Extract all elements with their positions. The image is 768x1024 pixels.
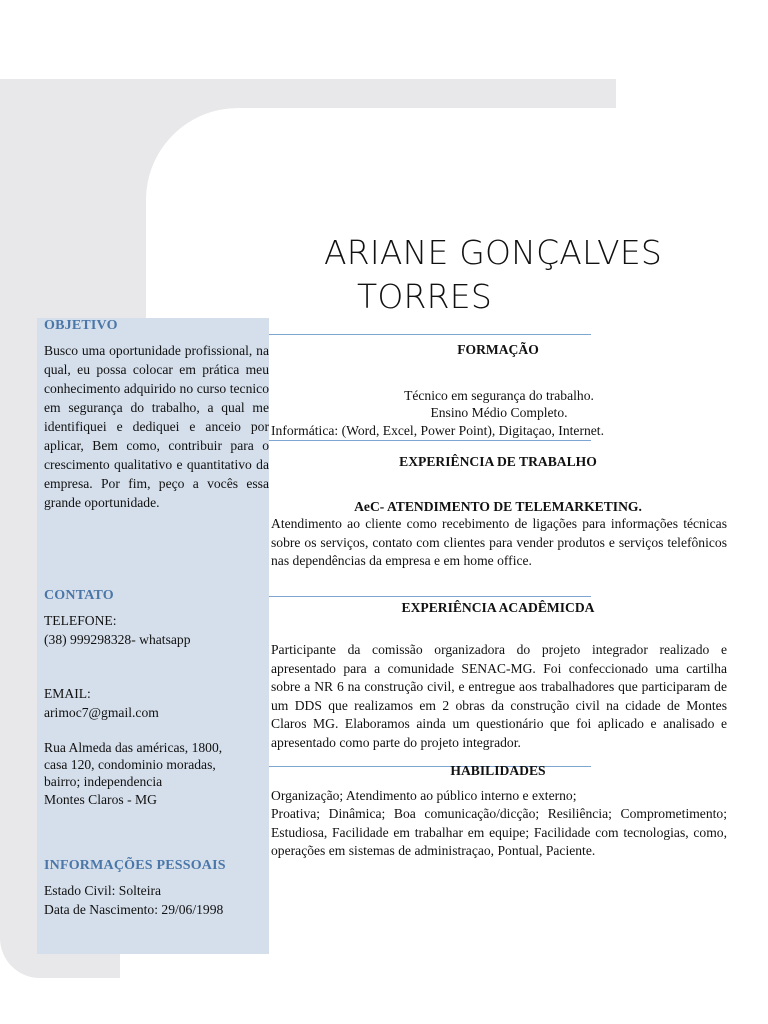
telefone-label: TELEFONE:	[44, 613, 117, 628]
background-white-strip	[120, 954, 616, 994]
name-line-2: TORRES	[357, 277, 492, 316]
experiencia-trabalho-text: Atendimento ao cliente como recebimento de ligações para informações técnicas sobre os serviços, contato com clientes para vender produtos e serviços telefônicos nas dependências da empresa e em home office.	[271, 516, 727, 568]
address-line-4: Montes Claros - MG	[44, 792, 157, 807]
estado-civil: Estado Civil: Solteira	[44, 883, 162, 898]
habilidades-heading: HABILIDADES	[450, 763, 546, 778]
address-line-3: bairro; independencia	[44, 774, 163, 789]
objetivo-text: Busco uma oportunidade profissional, na qual, eu possa colocar em prática meu conhecimento adquirido no curso tecnico em segurança do trabalho, a qual me identifiquei e dediquei e anceio por aplicar, Bem como, contribuir para o crescimento qualitativo e quantitativo da empresa. Por fim, peço a vocês essa grande oportunidade.	[44, 343, 269, 510]
address-line-1: Rua Almeda das américas, 1800,	[44, 740, 223, 755]
data-nascimento: Data de Nascimento: 29/06/1998	[44, 902, 224, 917]
divider-line	[269, 596, 591, 597]
formacao-heading: FORMAÇÃO	[457, 342, 539, 357]
experiencia-trabalho-heading: EXPERIÊNCIA DE TRABALHO	[399, 454, 597, 469]
contato-heading: CONTATO	[44, 588, 114, 603]
formacao-line-2: Ensino Médio Completo.	[430, 405, 568, 420]
email-label: EMAIL:	[44, 686, 91, 701]
experiencia-company: AeC- ATENDIMENTO DE TELEMARKETING.	[354, 499, 642, 514]
divider-line	[269, 334, 591, 335]
experiencia-academica-heading: EXPERIÊNCIA ACADÊMICDA	[401, 600, 595, 615]
telefone-value: (38) 999298328- whatsapp	[44, 632, 191, 647]
info-pessoais-heading: INFORMAÇÕES PESSOAIS	[44, 858, 226, 873]
objetivo-heading: OBJETIVO	[44, 318, 118, 333]
experiencia-academica-text: Participante da comissão organizadora do projeto integrador realizado e apresentado para a comunidade SENAC-MG. Foi confeccionado uma cartilha sobre a NR 6 na construção civil, e entregue aos trabalhadores que participaram de um DDS que realizamos em 2 obras da construção civil na cidade de Montes Claros MG. Elaboramos ainda um questionário que foi aplicado e analisado e apresentado como parte do projeto integrador.	[271, 642, 727, 750]
name-line-1: ARIANE GONÇALVES	[324, 233, 663, 272]
formacao-line-1: Técnico em segurança do trabalho.	[404, 388, 594, 403]
habilidades-line-1: Organização; Atendimento ao público interno e externo;	[271, 788, 577, 803]
habilidades-text: Proativa; Dinâmica; Boa comunicação/dicção; Resiliência; Comprometimento; Estudiosa, Facilidade em trabalhar em equipe; Facilidade com tecnologias, como, operações em sistemas de administraçao, Pontual, Paciente.	[271, 806, 727, 858]
divider-line	[269, 440, 591, 441]
formacao-line-3: Informática: (Word, Excel, Power Point), Digitaçao, Internet.	[271, 423, 604, 438]
address-line-2: casa 120, condominio moradas,	[44, 757, 216, 772]
email-value: arimoc7@gmail.com	[44, 705, 159, 720]
